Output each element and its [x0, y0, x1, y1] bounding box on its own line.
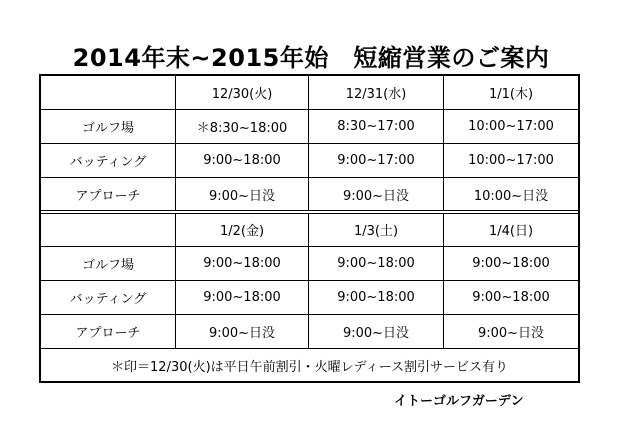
hours-cell: 9:00~18:00 [175, 144, 308, 177]
table-row [41, 281, 578, 314]
table-row [41, 247, 578, 280]
date-header-row [41, 76, 578, 109]
hours-cell: 10:00~日没 [443, 178, 578, 211]
hours-cell: 8:30~17:00 [308, 110, 443, 143]
hours-cell: 9:00~18:00 [175, 247, 308, 280]
facility-label: ゴルフ場 [81, 121, 134, 136]
hours-cell: 9:00~18:00 [443, 247, 578, 280]
hours-cell: 9:00~日没 [308, 178, 443, 211]
table-row [41, 315, 578, 348]
hours-cell: 10:00~17:00 [443, 144, 578, 177]
business-name: イトーゴルフガーデン [394, 394, 524, 409]
row-divider [41, 348, 578, 349]
table-row [41, 144, 578, 177]
hours-cell: 9:00~日没 [175, 315, 308, 348]
hours-table [39, 74, 580, 383]
facility-label: バッティング [69, 292, 147, 307]
hours-cell: 9:00~18:00 [443, 281, 578, 314]
table-row [41, 178, 578, 211]
table-row [41, 110, 578, 143]
page-title: 2014年末~2015年始 短縮営業のご案内 [72, 44, 550, 72]
hours-cell: 9:00~18:00 [308, 281, 443, 314]
date-cell: 1/3(土) [308, 213, 443, 246]
hours-cell: 9:00~日没 [175, 178, 308, 211]
date-cell: 1/2(金) [175, 213, 308, 246]
hours-cell: 9:00~日没 [308, 315, 443, 348]
date-cell: 1/4(日) [443, 213, 578, 246]
hours-cell: 9:00~18:00 [308, 247, 443, 280]
facility-label: アプローチ [75, 326, 141, 341]
facility-label: アプローチ [75, 189, 141, 204]
hours-cell: 9:00~18:00 [175, 281, 308, 314]
block-separator [41, 210, 578, 211]
hours-cell: 9:00~日没 [443, 315, 578, 348]
facility-label: ゴルフ場 [81, 258, 134, 273]
hours-cell: 9:00~17:00 [308, 144, 443, 177]
date-header-row [41, 213, 578, 246]
header-empty-cell [41, 213, 175, 246]
header-empty-cell [41, 76, 175, 109]
facility-label: バッティング [69, 155, 147, 170]
hours-cell: 10:00~17:00 [443, 110, 578, 143]
date-cell: 1/1(木) [443, 76, 578, 109]
discount-note: ＊印＝12/30(火)は平日午前割引・火曜レディース割引サービス有り [111, 360, 508, 375]
hours-cell: ＊8:30~18:00 [175, 110, 308, 143]
date-cell: 12/30(火) [175, 76, 308, 109]
date-cell: 12/31(水) [308, 76, 443, 109]
